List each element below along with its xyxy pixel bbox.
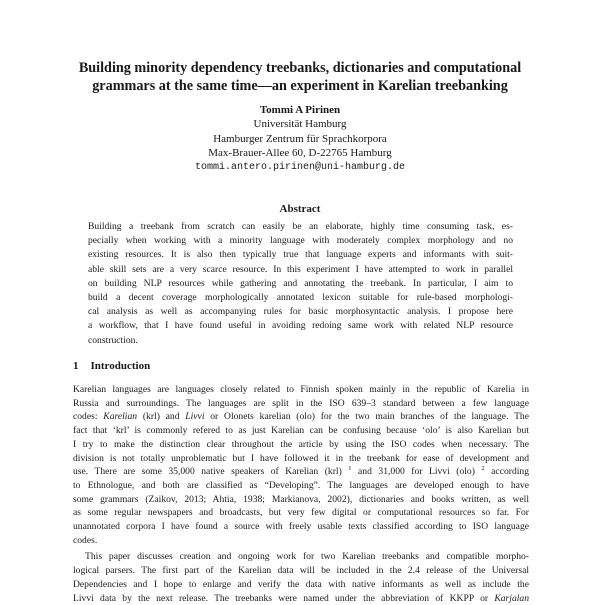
body-line: fact that ‘krl’ is commonly refered to as just Karelian can be confusing because ‘olo’ is also Karelian but xyxy=(73,425,529,437)
body-line: Dependencies and I hope to enlarge and verify the data with native informants as well as include the xyxy=(73,578,529,590)
body-line xyxy=(73,592,529,605)
text-run: (krl) and xyxy=(137,411,186,423)
abstract-line: construction. xyxy=(88,334,138,346)
footnote-marker-1[interactable]: 1 xyxy=(348,465,352,473)
section-heading xyxy=(73,360,150,372)
section-title: Introduction xyxy=(90,360,151,372)
abstract-line: on building NLP resources while gathering and annotating the treebank. In particular, I aim to xyxy=(88,277,513,289)
author-email[interactable]: tommi.antero.pirinen@uni-hamburg.de xyxy=(194,161,406,173)
body-line: I try to make the distinction clear throughout the article by using the ISO codes when necessary. The xyxy=(73,438,529,450)
italic-term: Karelian xyxy=(103,411,138,423)
text-run: or Olonets karelian (olo) for the two main branches of the language. The xyxy=(204,411,529,423)
author-block xyxy=(40,103,560,175)
text-run: and 31,000 for Livvi (olo) xyxy=(351,466,482,478)
abstract-line: Building a treebank from scratch can easily be an elaborate, highly time consuming task, es- xyxy=(88,221,513,232)
text-run: codes: xyxy=(73,411,104,423)
body-line xyxy=(73,465,529,479)
abstract-body xyxy=(88,220,513,348)
abstract-heading: Abstract xyxy=(279,203,321,215)
body-line: Russia and surroundings. The languages are split in the ISO 639–3 standard between a few language xyxy=(73,397,529,409)
body-line: to Ethnologue, and both are classified as “Developing”. The languages are developed enough to have xyxy=(73,479,529,491)
italic-term: Livvi xyxy=(185,411,205,423)
abstract-line: able skill sets are a very scarce resource. In this experiment I have attempted to work in parallel xyxy=(88,263,513,275)
body-line: This paper discusses creation and ongoing work for two Karelian treebanks and compatible morpho- xyxy=(85,551,529,563)
abstract-line: cal analysis as well as accompanying rules for basic morphosyntactic analysis. I propose here xyxy=(88,306,513,318)
body-line: some grammars (Zaikov, 2013; Ahtia, 1938; Markianova, 2002), dictionaries and books written, as well xyxy=(73,493,529,505)
footnote-marker-2[interactable]: 2 xyxy=(481,465,485,473)
italic-term: Karjalan xyxy=(494,592,529,604)
body-line: as some regular newspapers and broadcasts, but very few digital or computational resources so far. For xyxy=(73,507,529,519)
body-line: division is not totally unproblematic but I have followed it in the treebank for ease of development and xyxy=(73,452,529,464)
body-line xyxy=(73,410,529,424)
title-line-2: grammars at the same time—an experiment in Karelian treebanking xyxy=(92,78,508,94)
abstract-line: existing resources. It is also then typically true that language experts and informants with suit- xyxy=(88,249,513,261)
body-line: Karelian languages are languages closely related to Finnish spoken mainly in the republic of Karelia in xyxy=(73,384,529,395)
section-number: 1 xyxy=(73,360,79,372)
affiliation-line-2: Hamburger Zentrum für Sprachkorpora xyxy=(213,132,387,145)
paper-title xyxy=(40,59,560,95)
body-line: codes. xyxy=(73,534,98,546)
text-run: Livvi data by the next release. The treebanks were named under the abbreviation of KKPP or xyxy=(73,592,495,604)
body-line: logical parsers. The first part of the Karelian data will be included in the 2.4 release of the Universal xyxy=(73,565,529,577)
affiliation-line-3: Max-Brauer-Allee 60, D-22765 Hamburg xyxy=(208,147,392,160)
introduction-body xyxy=(73,383,529,605)
body-line: unannotated corpora I have found a source with freely usable texts classified according to ISO language xyxy=(73,521,529,533)
abstract-line: build a decent coverage morphologically annotated lexicon suitable for rule-based morphologi- xyxy=(88,292,513,304)
author-name: Tommi A Pirinen xyxy=(259,104,341,116)
affiliation-line-1: Universität Hamburg xyxy=(253,118,347,131)
abstract-line: pecially when working with a minority language with moderately complex morphology and no xyxy=(88,235,513,247)
title-line-1: Building minority dependency treebanks, dictionaries and computational xyxy=(78,60,522,76)
abstract-line: a workflow, that I have found useful in avoiding redoing same work with related NLP resource xyxy=(88,320,513,332)
text-run: according xyxy=(484,466,529,478)
text-run: use. There are some 35,000 native speakers of Karelian (krl) xyxy=(73,466,349,478)
